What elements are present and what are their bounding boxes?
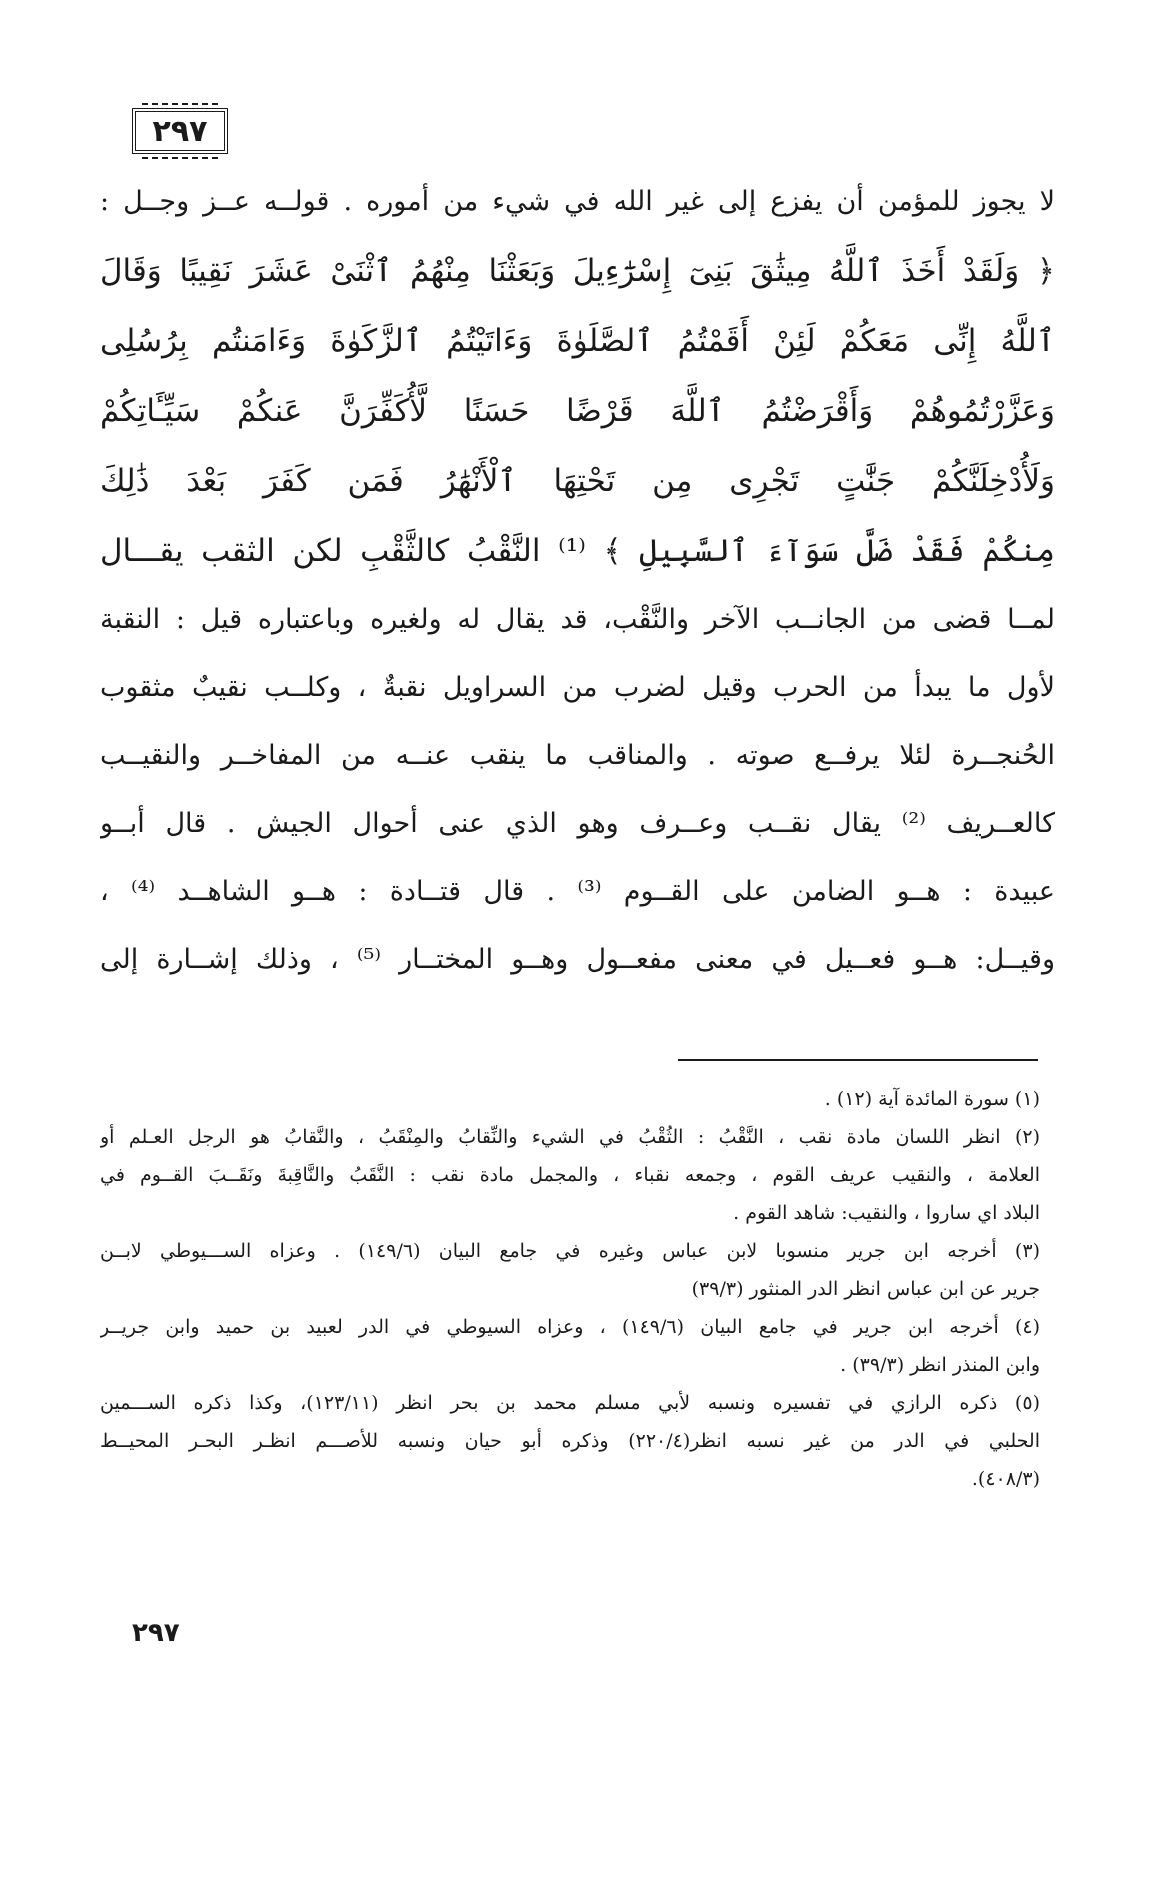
footnote-line: (٤٠٨/٣). <box>971 1468 1040 1490</box>
footnote-line: (١) سورة المائدة آية (١٢) . <box>824 1088 1040 1110</box>
footnote-line: البلاد اي ساروا ، والنقيب: شاهد القوم . <box>733 1202 1040 1224</box>
footnote-line: الحلبي في الدر من غير نسبه انظر(٢٢٠/٤) وذكره أبو حيان ونسبه للأصـــم انظـر البحـر المحيــط <box>100 1430 1040 1452</box>
footnote-line: (٤) أخرجه ابن جرير في جامع البيان (١٤٩/٦) ، وعزاه السيوطي في الدر لعبيد بن حميد وابن جريــر <box>100 1316 1040 1338</box>
body-line: الحُنجــرة لئلا يرفــع صوته . والمناقب ما ينقب عنــه من المفاخــر والنقيــب <box>100 740 1055 771</box>
quran-line: وَلَأُدْخِلَنَّكُمْ جَنَّٰتٍ تَجْرِى مِن تَحْتِهَا ٱلْأَنْهَٰرُ فَمَن كَفَرَ بَعْدَ ذَٰلِكَ <box>100 463 1055 499</box>
footnote-line: العلامة ، والنقيب عريف القوم ، وجمعه نقباء ، والمجمل مادة نقب : النَّقَبُ والنَّاقِبةَ ونَقَــبَ القــوم في <box>100 1164 1040 1186</box>
body-line: لا يجوز للمؤمن أن يفزع إلى غير الله في شيء من أموره . قولــه عــز وجــل : <box>100 186 1055 217</box>
footnote-divider <box>678 1059 1038 1061</box>
quran-line: وَعَزَّرْتُمُوهُمْ وَأَقْرَضْتُمُ ٱللَّهَ قَرْضًا حَسَنًا لَّأُكَفِّرَنَّ عَنكُمْ سَيِّـَٔاتِكُمْ <box>100 393 1055 429</box>
footnote-line: وابن المنذر انظر (٣٩/٣) . <box>840 1354 1040 1376</box>
footnotes <box>100 1080 1040 1498</box>
header-page-number: ٢٩٧ <box>132 108 228 154</box>
body-line: وقيــل: هــو فعــيل في معنى مفعــول وهــو المختــار ⁽⁵⁾ ، وذلك إشــارة إلى <box>100 944 1055 975</box>
footnote-line: (٢) انظر اللسان مادة نقب ، النَّقْبُ : الثُقْبُ في الشيء والنِّقابُ والمِنْقَبُ ، والنَّقابُ هو الرجل العـلم أو <box>100 1126 1040 1148</box>
body-line: لأول ما يبدأ من الحرب وقيل لضرب من السراويل نقبةٌ ، وكلــب نقيبٌ مثقوب <box>100 672 1055 703</box>
footnote-line: (٥) ذكره الرازي في تفسيره ونسبه لأبي مسلم محمد بن بحر انظر (١٢٣/١١)، وكذا ذكره الســـمين <box>100 1392 1040 1414</box>
main-text <box>100 168 1055 994</box>
footnote-line: جرير عن ابن عباس انظر الدر المنثور (٣٩/٣) <box>691 1278 1040 1300</box>
footnote-line: (٣) أخرجه ابن جرير منسوبا لابن عباس وغيره في جامع البيان (١٤٩/٦) . وعزاه الســـيوطي لابــن <box>100 1240 1040 1262</box>
body-line: كالعــريف ⁽²⁾ يقال نقــب وعــرف وهو الذي عنى أحوال الجيش . قال أبــو <box>100 808 1055 839</box>
quran-line: مِنكُمْ فَقَدْ ضَلَّ سَوَآءَ ٱلسَّبِيلِ ﴾ ⁽¹⁾ النَّقْبُ كالثَّقْبِ لكن الثقب يقـــال <box>100 533 1055 569</box>
body-line: عبيدة : هــو الضامن على القــوم ⁽³⁾ . قال قتــادة : هــو الشاهــد ⁽⁴⁾ ، <box>100 876 1055 907</box>
body-line: لمــا قضى من الجانــب الآخر والنَّقْب، قد يقال له ولغيره وباعتباره قيل : النقبة <box>100 604 1055 635</box>
quran-line: ٱللَّهُ إِنِّى مَعَكُمْ لَئِنْ أَقَمْتُمُ ٱلصَّلَوٰةَ وَءَاتَيْتُمُ ٱلزَّكَوٰةَ وَءَامَنتُم بِرُسُلِى <box>100 323 1055 359</box>
footer-page-number: ٢٩٧ <box>132 1618 180 1648</box>
quran-line: ﴿ وَلَقَدْ أَخَذَ ٱللَّهُ مِيثَٰقَ بَنِىٓ إِسْرَٰٓءِيلَ وَبَعَثْنَا مِنْهُمُ ٱثْنَىْ عَشَرَ نَقِيبًا وَقَالَ <box>100 253 1055 289</box>
